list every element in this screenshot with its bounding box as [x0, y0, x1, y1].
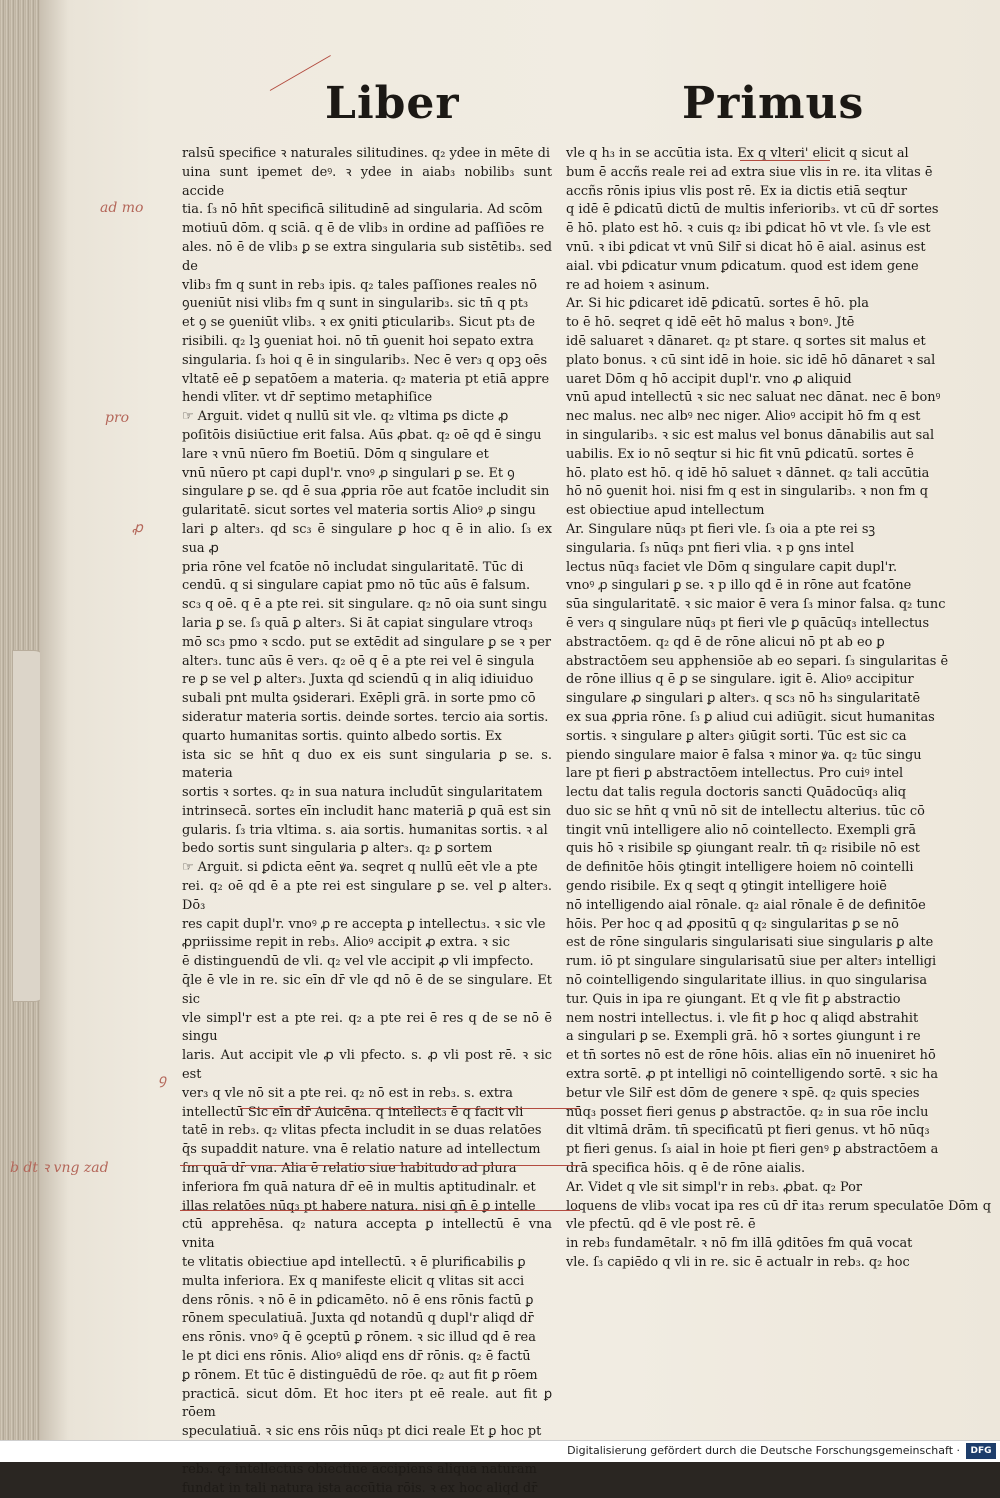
text-line: singulare ꝑ se. qd ē sua ꝓpria rōe aut fcatōe includit sin	[182, 484, 550, 500]
text-line: nec malus. nec albꝰ nec niger. Alioꝰ accipit hō fm q est	[566, 409, 921, 425]
footer-bar	[0, 1440, 1000, 1462]
text-line: multa inferiora. Ex q manifeste elicit q vlitas sit acci	[182, 1273, 525, 1289]
text-line: ista sic se hn̄t q duo ex eis sunt singularia ꝑ se. s. materia	[182, 747, 552, 782]
text-line: uabilis. Ex io nō seqtur si hic fit vnū ꝑdicatū. sortes ē	[566, 446, 914, 462]
text-line: practicā. sicut dōm. Et hoc iter₃ pt eē reale. aut fit ꝑ rōem	[182, 1386, 552, 1421]
header-primus: Primus	[682, 78, 865, 129]
red-underline	[180, 1165, 580, 1166]
right-text-column	[566, 145, 991, 1273]
text-line: q̄le ē vle in re. sic eīn dr̄ vle qd nō ē de se singulare. Et sic	[182, 973, 552, 1007]
text-line: singularia. ſ₃ nūq₃ pnt fieri vlia. ꝛ p ꝯns intel	[566, 540, 855, 556]
text-line: tingit vnū intelligere alio nō cointellecto. Exempli grā	[566, 822, 917, 838]
text-line: q idē ē ꝑdicatū dictū de multis inferiorib₃. vt cū dr̄ sortes	[566, 202, 939, 218]
text-line: hendi vlīter. vt dr̄ septimo metaphiſice	[182, 390, 433, 406]
text-line: re ꝑ se vel ꝑ alter₃. Juxta qd sciendū q in aliq idiuiduo	[182, 672, 534, 688]
text-line: vle simpl'r est a pte rei. q₂ a pte rei ē res q de se nō ē singu	[182, 1010, 552, 1045]
text-line: intellectū Sic eīn dr̄ Auicēna. q intellect₃ ē q facit vli	[182, 1104, 524, 1120]
text-line: motiuū dōm. q sciā. q ē de vlib₃ in ordine ad paſſiōes re	[182, 221, 545, 237]
text-line: lare pt fieri ꝑ abstractōem intellectus. Pro cuiꝰ intel	[566, 766, 904, 782]
text-line: subali pnt multa ꝯsiderari. Exēpli grā. in sorte pmo cō	[182, 691, 536, 707]
text-line: q̄s supaddit nature. vna ē relatio nature ad intellectum	[182, 1142, 541, 1158]
text-line: quis hō ꝛ risibile sꝑ ꝯiungant realr. tn̄ q₂ risibile nō est	[566, 841, 920, 857]
text-line: sideratur materia sortis. deinde sortes. tercio aia sortis.	[182, 709, 549, 725]
text-line: idē saluaret ꝛ dānaret. q₂ pt stare. q sortes sit malus et	[566, 333, 926, 349]
text-line: ē ver₃ q singulare nūq₃ pt fieri vle ꝑ quācūq₃ intellectus	[566, 615, 930, 631]
text-line: cendū. q si singulare capiat pmo nō tūc aūs ē falsum.	[182, 578, 531, 594]
text-line: betur vle Silr̄ est dōm de genere ꝛ spē. q₂ quis species	[566, 1085, 920, 1101]
text-line: nem nostri intellectus. i. vle fit ꝑ hoc q aliqd abstrahit	[566, 1010, 919, 1026]
footer-credit: Digitalisierung gefördert durch die Deutsche Forschungsgemeinschaft ·	[567, 1444, 960, 1457]
red-underline	[240, 1108, 580, 1109]
left-text-column	[182, 145, 552, 1498]
text-line: rum. iō pt singulare singularisatū siue per alter₃ intelligi	[566, 954, 937, 970]
text-line: illas relatōes nūq₃ pt habere natura. nisi qn̄ ē ꝑ intelle	[182, 1198, 536, 1214]
text-line: et ꝯ se ꝯueniūt vlib₃. ꝛ ex ꝯniti ꝑticularib₃. Sicut pt₃ de	[182, 315, 535, 331]
text-line: est obiectiue apud intellectum	[566, 503, 765, 519]
text-line: ralsū specifice ꝛ naturales silitudines. q₂ ydee in mēte di	[182, 146, 550, 161]
margin-note: ꝯ	[158, 1072, 167, 1088]
text-line: extra sortē. ꝓ pt intelligi nō cointelligendo sortē. ꝛ sic ha	[566, 1067, 939, 1083]
text-line: in reb₃ fundamētalr. ꝛ nō fm illā ꝯditōes fm quā vocat	[566, 1236, 913, 1252]
text-line: inferiora fm quā natura dr̄ eē in multis aptitudinalr. et	[182, 1179, 536, 1195]
text-line: nō intelligendo aial rōnale. q₂ aial rōnale ē de definitōe	[566, 897, 926, 913]
text-line: re ad hoiem ꝛ asinum.	[566, 277, 710, 293]
text-line: fundat in tali natura ista accūtia rōis. ꝛ ex hoc aliqd dr̄	[182, 1480, 538, 1496]
text-line: nō cointelligendo singularitate illius. in quo singularisa	[566, 973, 928, 989]
text-line: loquens de vlib₃ vocat ipa res cū dr̄ ita₃ rerum speculatōe Dōm q vle pfectū. qd ē vle post rē. ē	[566, 1198, 991, 1233]
dfg-logo: DFG	[966, 1443, 996, 1459]
text-line: uina sunt ipemet deꝰ. ꝛ ydee in aiab₃ nobilib₃ sunt accide	[182, 164, 552, 199]
text-line: ē distinguendū de vli. q₂ vel vle accipit ꝓ vli impfecto.	[182, 954, 534, 970]
text-line: tatē in reb₃. q₂ vlitas pfecta includit in se duas relatōes	[182, 1123, 542, 1139]
text-line: vle q h₃ in se accūtia ista. Ex q vlteri' elicit q sicut al	[566, 146, 909, 161]
text-line: le pt dici ens rōnis. Alioꝰ aliqd ens dr̄ rōnis. q₂ ē factū	[182, 1349, 531, 1364]
text-line: hō. plato est hō. q idē hō saluet ꝛ dānnet. q₂ tali accūtia	[566, 465, 930, 481]
text-line: abstractōem. q₂ qd ē de rōne alicui nō pt ab eo ꝑ	[566, 634, 885, 650]
text-line: dens rōnis. ꝛ nō ē in ꝑdicamēto. nō ē ens rōnis factū ꝑ	[182, 1292, 534, 1308]
text-line: quarto humanitas sortis. quinto albedo sortis. Ex	[182, 728, 502, 744]
text-line: tur. Quis in ipa re ꝯiungant. Et q vle fit ꝑ abstractio	[566, 991, 901, 1007]
text-line: ☞ Arguit. videt q nullū sit vle. q₂ vltima ꝑs dicte ꝓ	[182, 409, 509, 425]
text-line: risibili. q₂ lꝫ ꝯueniat hoi. nō tn̄ ꝯuenit hoi sepato extra	[182, 333, 534, 349]
text-line: sc₃ q oē. q ē a pte rei. sit singulare. q₂ nō oia sunt singu	[182, 597, 547, 613]
text-line: a singulari ꝑ se. Exempli grā. hō ꝛ sortes ꝯiungunt i re	[566, 1029, 921, 1045]
text-line: alter₃. tunc aūs ē ver₃. q₂ oē q ē a pte rei vel ē singula	[182, 653, 535, 669]
text-line: ꝯueniūt nisi vlib₃ fm q sunt in singularib₃. sic tn̄ q pt₃	[182, 296, 529, 312]
margin-note: pro	[105, 410, 130, 426]
text-line: gularitatē. sicut sortes vel materia sortis Alioꝰ ꝓ singu	[182, 503, 536, 519]
text-line: bum ē accñs reale rei ad extra siue vlis in re. ita vlitas ē	[566, 164, 933, 180]
text-line: te vlitatis obiectiue apd intellectū. ꝛ ē plurificabilis ꝑ	[182, 1255, 526, 1271]
text-line: singulare ꝓ singulari ꝑ alter₃. q sc₃ nō h₃ singularitatē	[566, 691, 921, 707]
text-line: ver₃ q vle nō sit a pte rei. q₂ nō est in reb₃. s. extra	[182, 1085, 513, 1101]
text-line: ☞ Arguit. si ꝑdicta eēnt ꝟa. seqret q nullū eēt vle a pte	[182, 860, 538, 876]
text-line: ens rōnis. vnoꝰ q̄ ē ꝯceptū ꝑ rōnem. ꝛ sic illud qd ē rea	[182, 1330, 536, 1346]
text-line: hōis. Per hoc q ad ꝓpositū q q₂ singularitas ꝑ se nō	[566, 916, 899, 932]
margin-note: b dt ꝛ vng zad	[10, 1160, 109, 1176]
text-line: drā specifica hōis. q ē de rōne aialis.	[566, 1161, 806, 1177]
text-line: abstractōem seu apphensiōe ab eo separi. ſ₃ singularitas ē	[566, 653, 949, 669]
text-line: laris. Aut accipit vle ꝓ vli pfecto. s. ꝓ vli post rē. ꝛ sic est	[182, 1048, 552, 1083]
text-line: gularis. ſ₃ tria vltima. s. aia sortis. humanitas sortis. ꝛ al	[182, 822, 548, 838]
text-line: vnoꝰ ꝓ singulari ꝑ se. ꝛ p illo qd ē in rōne aut fcatōne	[566, 578, 912, 594]
text-line: bedo sortis sunt singularia ꝑ alter₃. q₂ ꝑ sortem	[182, 841, 493, 857]
text-line: intrinsecā. sortes eīn includit hanc materiā ꝑ quā est sin	[182, 803, 552, 819]
text-line: vnū. ꝛ ibi ꝑdicat vt vnū Silr̄ si dicat hō ē aial. asinus est	[566, 239, 926, 255]
text-line: nūq₃ posset fieri genus ꝑ abstractōe. q₂ in sua rōe inclu	[566, 1104, 929, 1120]
text-line: ꝓpriissime repit in reb₃. Alioꝰ accipit ꝓ extra. ꝛ sic	[182, 935, 510, 951]
text-line: lectu dat talis regula doctoris sancti Quādocūq₃ aliq	[566, 785, 907, 801]
text-line: Ar. Singulare nūq₃ pt fieri vle. ſ₃ oia a pte rei sꝫ	[566, 521, 876, 537]
text-line: res capit dupl'r. vnoꝰ ꝓ re accepta ꝑ intellectu₃. ꝛ sic vle	[182, 916, 546, 932]
text-line: lare ꝛ vnū nūero fm Boetiū. Dōm q singulare et	[182, 446, 489, 462]
text-line: vlib₃ fm q sunt in reb₃ ipis. q₂ tales paſſiones reales nō	[182, 277, 537, 293]
text-line: in singularib₃. ꝛ sic est malus vel bonus dānabilis aut sal	[566, 427, 935, 443]
text-line: gendo risibile. Ex q seqt q ꝯtingit intelligere hoiē	[566, 879, 887, 895]
margin-note: ad mo	[100, 200, 144, 216]
text-line: sortis. ꝛ singulare ꝑ alter₃ ꝯiūgit sorti. Tūc est sic ca	[566, 728, 907, 744]
text-line: de rōne illius q ē ꝑ se singulare. igit ē. Alioꝰ accipitur	[566, 672, 914, 688]
text-line: lari ꝑ alter₃. qd sc₃ ē singulare ꝑ hoc q ē in alio. ſ₃ ex sua ꝓ	[182, 521, 552, 556]
text-line: Ar. Si hic ꝑdicaret idē ꝑdicatū. sortes ē hō. pla	[566, 296, 869, 312]
text-line: vnū apud intellectū ꝛ sic nec saluat nec dānat. nec ē bonꝰ	[566, 390, 941, 406]
text-line: vle. ſ₃ capiēdo q vli in re. sic ē actualr in reb₃. q₂ hoc	[566, 1255, 910, 1271]
text-line: poſitōis disiūctiue erit falsa. Aūs ꝓbat. q₂ oē qd ē singu	[182, 427, 542, 443]
margin-note: ꝓ	[132, 520, 143, 536]
red-underline	[740, 160, 830, 161]
text-line: sortis ꝛ sortes. q₂ in sua natura includūt singularitatem	[182, 785, 543, 801]
text-line: pria rōne vel fcatōe nō includat singularitatē. Tūc di	[182, 559, 524, 575]
text-line: et tn̄ sortes nō est de rōne hōis. alias eīn nō inueniret hō	[566, 1048, 936, 1064]
text-line: ꝑ rōnem. Et tūc ē distinguēdū de rōe. q₂ aut fit ꝑ rōem	[182, 1367, 538, 1383]
text-line: singularia. ſ₃ hoi q ē in singularib₃. Nec ē ver₃ q opꝫ oēs	[182, 352, 548, 368]
text-line: piendo singulare maior ē falsa ꝛ minor ꝟa. q₂ tūc singu	[566, 747, 922, 763]
text-line: fm quā dr̄ vna. Alia ē relatio siue habitudo ad plura	[182, 1161, 517, 1177]
text-line: sūa singularitatē. ꝛ sic maior ē vera ſ₃ minor falsa. q₂ tunc	[566, 597, 946, 613]
text-line: vltatē eē ꝑ sepatōem a materia. q₂ materia pt etiā appre	[182, 371, 550, 387]
red-ink-mark	[270, 55, 331, 91]
text-line: ē hō. plato est hō. ꝛ cuis q₂ ibi ꝑdicat hō vt vle. ſ₃ vle est	[566, 221, 931, 237]
text-line: dit vltimā drām. tn̄ specificatū pt fieri genus. vt hō nūq₃	[566, 1123, 930, 1139]
text-line: accñs rōnis ipius vlis post rē. Ex ia dictis etiā seqtur	[566, 183, 907, 199]
text-line: Ar. Videt q vle sit simpl'r in reb₃. ꝓbat. q₂ Por	[566, 1179, 863, 1195]
text-line: tia. ſ₃ nō hn̄t specificā silitudinē ad singularia. Ad scōm	[182, 202, 543, 218]
text-line: ctū apprehēsa. q₂ natura accepta ꝑ intellectū ē vna vnita	[182, 1217, 552, 1252]
text-line: uaret Dōm q hō accipit dupl'r. vno ꝓ aliquid	[566, 371, 852, 387]
text-line: vnū nūero pt capi dupl'r. vnoꝰ ꝓ singulari ꝑ se. Et ꝯ	[182, 465, 515, 481]
text-line: aial. vbi ꝑdicatur vnum ꝑdicatum. quod est idem gene	[566, 258, 919, 274]
text-line: reb₃. q₂ intellectus obiectiue accipiens aliqua naturam	[182, 1461, 537, 1477]
text-line: speculatiuā. ꝛ sic ens rōis nūq₃ pt dici reale Et ꝑ hoc pt	[182, 1424, 542, 1440]
text-line: rōnem speculatiuā. Juxta qd notandū q dupl'r aliqd dr̄	[182, 1311, 534, 1327]
text-line: lectus nūq₃ faciet vle Dōm q singulare capit dupl'r.	[566, 559, 898, 575]
red-underline	[180, 1210, 580, 1211]
text-line: est de rōne singularis singularisati siue singularis ꝑ alte	[566, 935, 934, 951]
text-line: to ē hō. seqret q idē eēt hō malus ꝛ bonꝰ. Jtē	[566, 315, 855, 331]
header-liber: Liber	[325, 78, 460, 129]
text-line: mō sc₃ pmo ꝛ scdo. put se extēdit ad singulare ꝑ se ꝛ per	[182, 634, 552, 650]
text-line: de definitōe hōis ꝯtingit intelligere hoiem nō cointelli	[566, 860, 914, 876]
text-line: hō nō ꝯuenit hoi. nisi fm q est in singularib₃. ꝛ non fm q	[566, 484, 928, 500]
text-line: ex sua ꝓpria rōne. ſ₃ ꝑ aliud cui adiūgit. sicut humanitas	[566, 709, 935, 725]
text-line: ales. nō ē de vlib₃ ꝑ se extra singularia sub sistētib₃. sed de	[182, 239, 552, 274]
text-line: laria ꝑ se. ſ₃ quā ꝑ alter₃. Si āt capiat singulare vtroq₃	[182, 615, 533, 631]
text-line: duo sic se hn̄t q vnū nō sit de intellectu alterius. tūc cō	[566, 803, 925, 819]
text-line: rei. q₂ oē qd ē a pte rei est singulare ꝑ se. vel ꝑ alter₃. Dō₃	[182, 879, 552, 913]
text-line: plato bonus. ꝛ cū sint idē in hoie. sic idē hō dānaret ꝛ sal	[566, 352, 936, 368]
text-line: pt fieri genus. ſ₃ aial in hoie pt fieri genꝰ ꝑ abstractōem a	[566, 1142, 939, 1158]
